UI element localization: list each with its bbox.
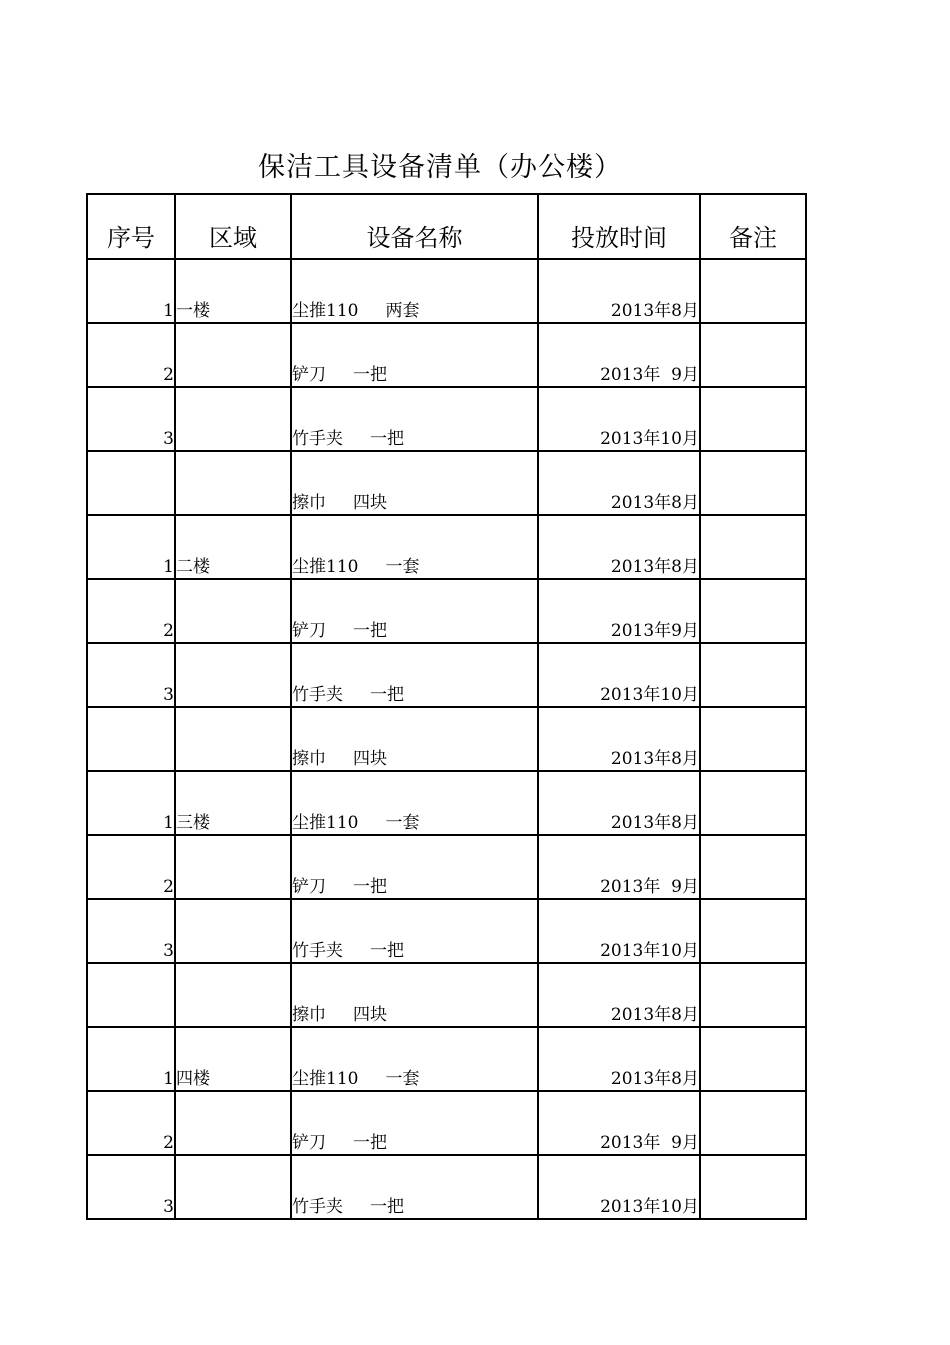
cell-area: [175, 835, 291, 899]
cell-note: [700, 835, 806, 899]
table-row: [87, 387, 806, 451]
page-title: 保洁工具设备清单（办公楼）: [258, 152, 622, 183]
cell-seq: 2: [87, 579, 175, 643]
cell-area: [175, 1155, 291, 1219]
cell-seq: [87, 451, 175, 515]
cell-seq: 1: [87, 259, 175, 323]
cell-seq: 1: [87, 771, 175, 835]
table-row: [87, 707, 806, 771]
cell-note: [700, 515, 806, 579]
cell-seq: 1: [87, 1027, 175, 1091]
cell-area: [175, 643, 291, 707]
cell-equipment-name: 尘推110 两套: [291, 259, 538, 323]
cell-date: 2013年9月: [538, 579, 700, 643]
cell-date: 2013年8月: [538, 515, 700, 579]
cell-date: 2013年10月: [538, 1155, 700, 1219]
cell-date: 2013年10月: [538, 387, 700, 451]
cell-date: 2013年 9月: [538, 835, 700, 899]
cell-equipment-name: 尘推110 一套: [291, 1027, 538, 1091]
cell-area: [175, 451, 291, 515]
table-body: [87, 259, 806, 1219]
cell-area: [175, 579, 291, 643]
cell-date: 2013年8月: [538, 1027, 700, 1091]
cell-equipment-name: 铲刀 一把: [291, 1091, 538, 1155]
cell-area: [175, 1091, 291, 1155]
cell-area: [175, 963, 291, 1027]
cell-seq: 3: [87, 387, 175, 451]
cell-equipment-name: 竹手夹 一把: [291, 1155, 538, 1219]
cell-note: [700, 899, 806, 963]
table-header-row: [87, 194, 806, 259]
table-row: [87, 579, 806, 643]
cell-date: 2013年8月: [538, 707, 700, 771]
header-date: 投放时间: [538, 194, 700, 259]
cell-note: [700, 643, 806, 707]
cell-seq: 1: [87, 515, 175, 579]
cell-equipment-name: 竹手夹 一把: [291, 387, 538, 451]
cell-area: 三楼: [175, 771, 291, 835]
cell-note: [700, 451, 806, 515]
cell-date: 2013年8月: [538, 451, 700, 515]
table-row: [87, 771, 806, 835]
header-area: 区域: [175, 194, 291, 259]
cell-date: 2013年8月: [538, 963, 700, 1027]
table-row: [87, 1027, 806, 1091]
cell-equipment-name: 竹手夹 一把: [291, 899, 538, 963]
table-row: [87, 1091, 806, 1155]
cell-note: [700, 771, 806, 835]
cell-date: 2013年 9月: [538, 1091, 700, 1155]
table-row: [87, 1155, 806, 1219]
table-row: [87, 835, 806, 899]
table-row: [87, 899, 806, 963]
cell-area: 二楼: [175, 515, 291, 579]
cell-equipment-name: 擦巾 四块: [291, 451, 538, 515]
cell-area: [175, 323, 291, 387]
cell-date: 2013年 9月: [538, 323, 700, 387]
cell-equipment-name: 擦巾 四块: [291, 963, 538, 1027]
equipment-table: [86, 193, 807, 1220]
cell-equipment-name: 尘推110 一套: [291, 771, 538, 835]
cell-note: [700, 387, 806, 451]
cell-note: [700, 963, 806, 1027]
cell-seq: [87, 963, 175, 1027]
table-row: [87, 515, 806, 579]
cell-note: [700, 1091, 806, 1155]
cell-area: [175, 387, 291, 451]
cell-note: [700, 707, 806, 771]
cell-seq: 2: [87, 835, 175, 899]
header-note: 备注: [700, 194, 806, 259]
table-row: [87, 963, 806, 1027]
cell-note: [700, 1027, 806, 1091]
cell-seq: 3: [87, 899, 175, 963]
cell-note: [700, 1155, 806, 1219]
cell-date: 2013年8月: [538, 259, 700, 323]
cell-equipment-name: 铲刀 一把: [291, 579, 538, 643]
table-row: [87, 259, 806, 323]
cell-area: 四楼: [175, 1027, 291, 1091]
cell-seq: 3: [87, 643, 175, 707]
cell-area: [175, 707, 291, 771]
cell-seq: 2: [87, 323, 175, 387]
table-row: [87, 643, 806, 707]
cell-note: [700, 579, 806, 643]
cell-date: 2013年10月: [538, 643, 700, 707]
cell-equipment-name: 竹手夹 一把: [291, 643, 538, 707]
cell-equipment-name: 铲刀 一把: [291, 323, 538, 387]
cell-seq: [87, 707, 175, 771]
table-row: [87, 323, 806, 387]
cell-equipment-name: 擦巾 四块: [291, 707, 538, 771]
cell-equipment-name: 尘推110 一套: [291, 515, 538, 579]
cell-seq: 3: [87, 1155, 175, 1219]
header-seq: 序号: [87, 194, 175, 259]
cell-equipment-name: 铲刀 一把: [291, 835, 538, 899]
header-name: 设备名称: [291, 194, 538, 259]
cell-seq: 2: [87, 1091, 175, 1155]
cell-area: 一楼: [175, 259, 291, 323]
cell-note: [700, 259, 806, 323]
cell-note: [700, 323, 806, 387]
table-row: [87, 451, 806, 515]
cell-date: 2013年10月: [538, 899, 700, 963]
cell-date: 2013年8月: [538, 771, 700, 835]
cell-area: [175, 899, 291, 963]
